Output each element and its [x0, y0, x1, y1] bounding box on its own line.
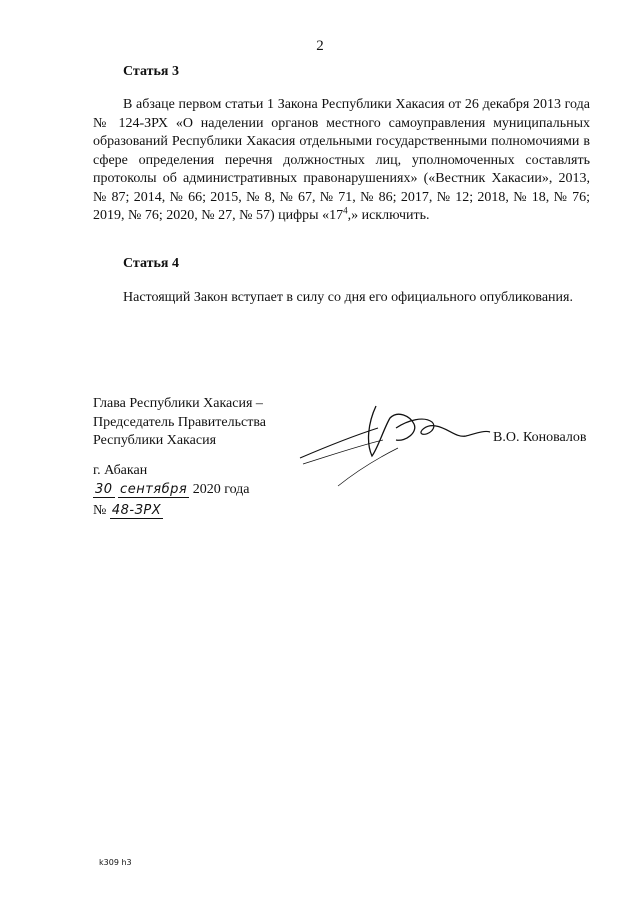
- footer-code: k309 h3: [99, 858, 132, 867]
- article-3-body: [93, 96, 590, 226]
- handwritten-signature: [298, 398, 498, 493]
- signatory-title-line-1: Глава Республики Хакасия –: [93, 396, 263, 411]
- law-number-value: 48-ЗРХ: [111, 503, 162, 518]
- page-number: 2: [316, 38, 324, 54]
- signatory-name: В.О. Коновалов: [493, 430, 587, 445]
- signing-date: [93, 482, 250, 498]
- article-3-text-end: ,» исключить.: [347, 208, 430, 223]
- signatory-title-line-3: Республики Хакасия: [93, 433, 217, 448]
- article-3-text: В абзаце первом статьи 1 Закона Республики Хакасия от 26 декабря 2013 года № 124-ЗРХ «О наделении органов местного самоуправления муниципальных образований Республики Хакасия отдельными государственными полномочиями в сфере определения перечня должностных лиц, уполномоченных составлять протоколы об административных правонарушениях» («Вестник Хакасии», 2013, № 87; 2014, № 66; 2015, № 8, № 67, № 71, № 86; 2017, № 12; 2018, № 18, № 76; 2019, № 76; 2020, № 27, № 57) цифры «17: [93, 97, 590, 223]
- date-month: сентября: [120, 482, 188, 497]
- date-day: 30: [95, 482, 113, 497]
- date-year: 2020 года: [192, 482, 250, 497]
- signatory-title-line-2: Председатель Правительства: [93, 414, 266, 430]
- signatory-title: [93, 395, 266, 451]
- article-4-heading: Статья 4: [123, 256, 179, 271]
- place-of-signing: г. Абакан: [93, 463, 148, 478]
- law-number: [93, 503, 163, 519]
- article-4-text: Настоящий Закон вступает в силу со дня его официального опубликования.: [123, 290, 573, 305]
- law-number-prefix: №: [93, 503, 107, 518]
- article-3-superscript: 4: [343, 205, 348, 216]
- article-3-heading: Статья 3: [123, 64, 179, 79]
- article-4-body: [93, 289, 590, 308]
